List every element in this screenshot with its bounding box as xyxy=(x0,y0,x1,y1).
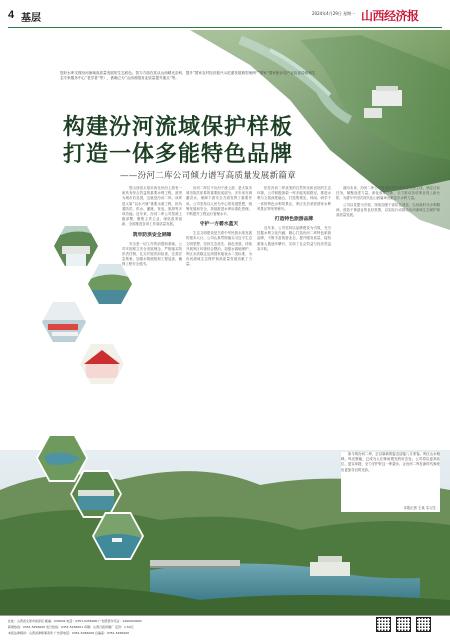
closing-paragraph-box xyxy=(341,452,440,512)
page-number: 4 xyxy=(8,9,15,21)
text-column-2 xyxy=(186,186,252,448)
qr-code-icon xyxy=(416,617,431,632)
section-heading: 打造特色旅游品牌 xyxy=(274,216,314,223)
qr-code-icon xyxy=(396,617,411,632)
text-column-3 xyxy=(257,186,331,448)
paragraph: 汾河二库位于汾河干流上游，是太原市城市防洪体系的重要组成部分，多年来在调蓄洪水、保障下游安全方面发挥了重要作用。公司坚持以人民为中心的发展思想，统筹发展和安全，持续推进水库标准化管理，不断提升工程运行管理水平。 xyxy=(186,186,252,217)
title-line-1: 构建汾河流域保护样板 xyxy=(63,114,294,140)
article-lead: 您好水库支撑汾河流域高质量发展的生态底色。智力方面在其从山西晴光杂科，提升“国家农村经济振兴示范重发展典型案例”“国家”国家统计局产业检查局格和生态专家服务中心“老学者”等），被确立为“山西省服务业质量提升重点”等。 xyxy=(60,71,316,81)
paragraph: 生态文明建设是关系中华民族永续发展的根本大计。公司认真贯彻落实习近平生态文明思想，坚持生态优先、绿色发展，持续开展库区环境综合整治，加强水源地保护，库区水质稳定达到国家地表水二类标准，为汾河流域生态保护和高质量发展贡献了力量。 xyxy=(186,231,252,267)
paragraph: 近年来，公司坚持以品牌建设为引领，充分挖掘水利文化内涵，精心打造汾河二库特色旅游品牌，不断丰富旅游业态，提升服务质量，接待游客人数逐年攀升，实现了社会效益与经济效益双丰收。 xyxy=(257,226,331,251)
footer-line-2: 新闻热线：0351-5256000 发行热线：0351-5256001 印刷：山西日报印刷厂 定价：1.50元 xyxy=(8,625,134,629)
text-column-4 xyxy=(336,186,440,448)
byline: 本报记者 王某 实习生 xyxy=(403,506,436,510)
issue-date: 2024年4月29日 星期一 xyxy=(312,11,356,16)
closing-paragraph: 如今的汾河二库，正以崭新的姿态迎接八方来客。库区山水相映、风光旖旎，已成为人们休闲观光的好去处。公司将以更高站位、更实举措，全力守护好这一库碧水，让汾河二库在新时代焕发出更加夺目的光彩。 xyxy=(341,452,440,472)
section-heading: 筑牢防洪安全屏障 xyxy=(132,231,172,238)
article-title xyxy=(63,114,293,168)
newspaper-logo: 山西经济报 xyxy=(361,9,419,23)
section-heading: 守护一方碧水蓝天 xyxy=(199,221,239,228)
article-subtitle: ——汾河二库公司倾力谱写高质量发展新篇章 xyxy=(120,171,297,181)
masthead xyxy=(0,0,450,30)
paragraph: 公司以党建为引领，持续加强干部队伍建设，弘扬新时代水利精神，营造干事创业的良好氛围，以实际行动推动汾河流域生态保护和高质量发展。 xyxy=(336,202,440,218)
paragraph: 面向未来，汾河二库公司将继续坚持高质量发展主线，锚定目标任务，凝聚奋进力量，深化改革创新，全力推动各项事业再上新台阶，为谱写中国式现代化山西篇章贡献更多水利力量。 xyxy=(336,186,440,201)
footer-line-1: 社址：山西省太原市迎泽区 邮编：030002 电话：0351-5256000 广告经营许可证：1400004000 xyxy=(8,619,142,623)
section-name: 基层 xyxy=(21,13,41,24)
paragraph: 您山西省太原市西北汾河上游有一座具有综合效益的重要水利工程，被誉为城市后花园，这就是汾河二库。该库是太原“以水兴城”重要水源工程，担负着防洪、供水、灌溉、发电、旅游等多项功能。近年来，汾河二库公司按照上级部署，聚焦主责主业，深化改革创新，全面推进各项工作高质量发展。 xyxy=(122,186,182,227)
text-column-1 xyxy=(122,186,182,448)
footer-line-3: 本报法律顾问：山西省律师事务所 广告部电话：0351-5256006 总编室：0351-5256000 xyxy=(8,631,130,635)
qr-code-icon xyxy=(376,617,391,632)
paragraph: 安全是一切工作的前提和基础。公司牢固树立安全发展理念，严格落实防汛责任制，扎实开展汛前检查，完善应急预案，加强水情测报和工程巡查，确保工程安全度汛。 xyxy=(122,241,182,267)
title-line-2: 打造一体多能特色品牌 xyxy=(63,141,294,167)
paragraph: 依托汾河二库优美的自然风光和良好的生态环境，公司积极探索一库多能发展路径，推进水利与文旅深度融合，打造集观光、休闲、研学于一体的特色水利风景区，库区先后荣获国家水利风景区等荣誉称号。 xyxy=(257,186,331,211)
masthead-rule xyxy=(8,27,442,28)
